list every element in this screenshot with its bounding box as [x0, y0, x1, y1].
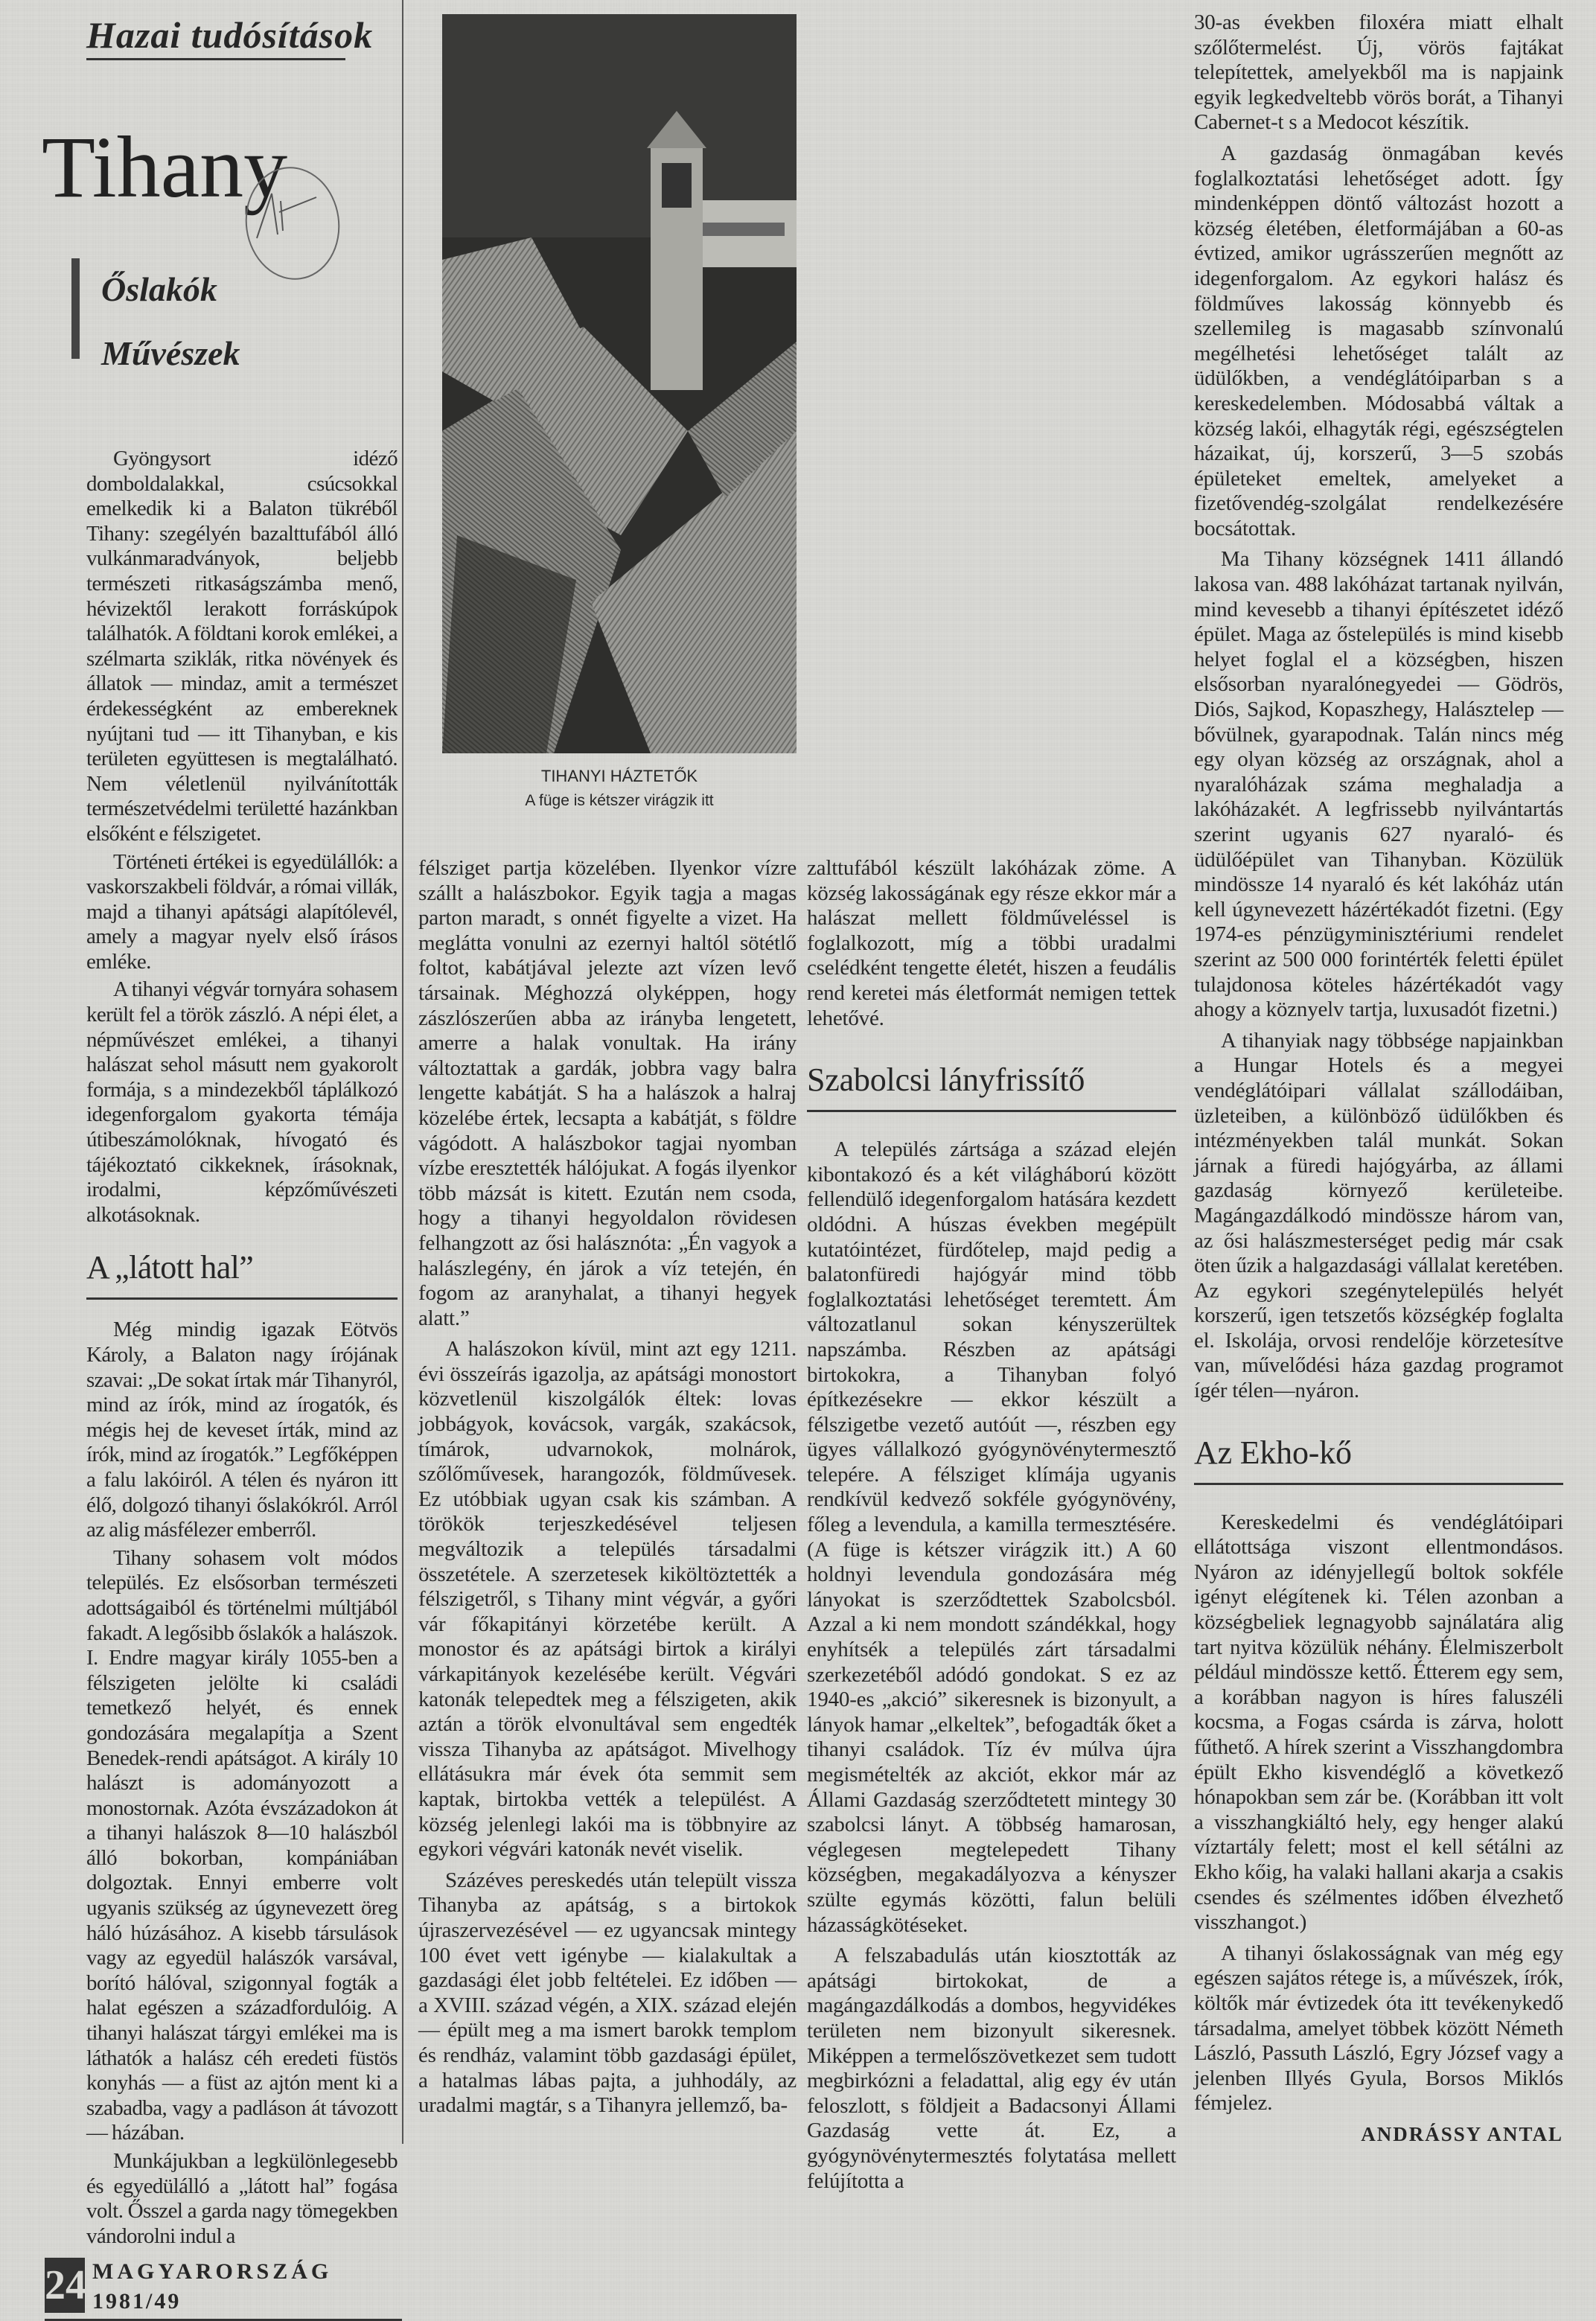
paragraph: A gazdaság önmagában kevés foglalkoztatási lehetőséget adott. Így mindenképpen döntő változást hozott a község életében, életformájában a 60-as évtized, amikor ugrásszerűen megnőtt az idegenforgalom. Az egykori halász és földműves lakosság könnyebb és szellemileg is magasabb színvonalú megélhetési lehetőséget talált az üdülőkben, a vendéglátóiparban s a kereskedelemben. Módosabbá váltak a község lakói, elhagyták régi, egészségtelen házaikat, új, korszerű, 3—5 szobás épületeket emeltek, amelyeket a fizetővendég-szolgálat rendelkezésére bocsátottak.: [1194, 141, 1563, 540]
photo-caption-text: A füge is kétszer virágzik itt: [525, 792, 714, 809]
subhead-bar: [71, 258, 80, 359]
paragraph: A halászokon kívül, mint azt egy 1211. évi összeírás igazolja, az apátsági monostort közvetlenül kiszolgálók éltek: lovas jobbágyok, kovácsok, vargák, szakácsok, tímárok, udvarnokok, molnárok, szőlőművesek, harangozók, földművesek. Ez utóbbiak ugyan csak kis számban. A törökök terjeszkedésével teljesen megváltozik a település társadalmi összetétele. A szerzetesek kiköltöztették a félszigetről, s Tihany mint végvár, a győri vár főkapitányi körzetébe került. A monostor és az apátsági birtok a királyi várkapitányok kezelésébe került. Végvári katonák telepedtek meg a félszigeten, akik aztán a török elvonultával sem engedték vissza Tihanyba az apátságot. Mivelhogy ellátásukra már évek óta semmit sem kaptak, birtokba vették a települést. A község jelenlegi lakói ma is többnyire az egykori végvári katonák nevét viselik.: [418, 1337, 797, 1862]
section-kicker: Hazai tudósítások: [86, 14, 374, 56]
section-heading-latott-hal: A „látott hal”: [86, 1248, 398, 1300]
kicker-rule: [86, 58, 345, 60]
paragraph: Gyöngysort idéző domboldalakkal, csúcsokkal emelkedik ki a Balaton tükréből Tihany: szegélyén bazalttufából álló vulkánmaradványok, beljebb természeti ritkaságszámba menő, hévizektől lerakott forráskúpok találhatók. A földtani korok emlékei, a szélmarta sziklák, ritka növények és állatok — mindaz, amit a természet érdekességként az embereknek nyújtani tud — itt Tihanyban, e kis területen együttesen is megtalálható. Nem véletlenül nyilvánították természetvédelmi területté hazánkban elsőként e félszigetet.: [86, 447, 398, 846]
paragraph: Munkájukban a legkülönlegesebb és egyedülálló a „látott hal” fogása volt. Ősszel a garda nagy tömegekben vándorolni indul a: [86, 2149, 398, 2248]
subhead-muveszek: Művészek: [101, 334, 240, 372]
publication-name: MAGYARORSZÁG: [92, 2259, 333, 2284]
article-title: Tihany: [42, 118, 288, 216]
paragraph: 30-as években filoxéra miatt elhalt szőlőtermelést. Új, vörös fajtákat telepítettek, amelyekből ma is napjaink egyik legkedveltebb vörös borát, a Tihanyi Cabernet-t s a Medocot készítik.: [1194, 10, 1563, 135]
paragraph: Kereskedelmi és vendéglátóipari ellátottsága viszont ellentmondásos. Nyáron az idényjellegű boltok sokféle igényt elégítenek ki. Télen azonban a községbeliek legnagyobb sajnálatára alig tart nyitva közülük néhány. Élelmiszerbolt például mindössze kettő. Étterem egy sem, a korábban nagyon is híres faluszéli kocsma, a Fogas csárda is zárva, holott fűthető. A hírek szerint a Visszhangdombra épült Ekho kisvendéglő a következő hónapokban sem zár be. (Korábban itt volt a visszhangkiáltó hely, egy henger alakú víztartály felett; most el kell sétálni az Ekho kőig, ha valaki hallani akarja a csakis csendes és szélmentes időben élvezhető visszhangot.): [1194, 1510, 1563, 1935]
handwritten-page-mark: [242, 164, 346, 283]
paragraph: félsziget partja közelében. Ilyenkor vízre szállt a halászbokor. Egyik tagja a magas parton maradt, s onnét figyelte a vizet. Ha meglátta vonulni az ezernyi haltól sötétlő foltot, kabátjával jelezte azt vízen levő társainak. Méghozzá olyképpen, hogy zászlószerűen abba az irányba lengetett, amerre a halak vonultak. Ha irány változtattak a gardák, jobbra vagy balra lengette kabátját. S ha a halászok a halraj közelébe értek, lecsapta a kabátját, s földre vágódott. A halászbokor tagjai nyomban vízbe eresztették hálójukat. A fogás ilyenkor több mázsát is kitett. Ezután nem csoda, hogy a tihanyi hegyoldalon rövidesen felhangzott az ősi halásznóta: „Én vagyok a halászlegény, én járok a víz tetején, én fogom az aranyhalat, a tihanyi hegyek alatt.”: [418, 856, 797, 1330]
photo-tihany-rooftops: [442, 14, 797, 753]
paragraph: A tihanyi végvár tornyára sohasem került fel a török zászló. A népi élet, a népművészet emlékei, a tihanyi halászat sehol másutt nem gyakorolt formája, s a mindezekből táplálkozó idegenforgalom gyakorta témája útibeszámolóknak, hívogató és tájékoztató cikkeknek, írásoknak, irodalmi, képzőművészeti alkotásoknak.: [86, 977, 398, 1227]
paragraph: zalttufából készült lakóházak zöme. A község lakosságának egy része ekkor már a halászat mellett földműveléssel is foglalkozott, míg a többi uradalmi cselédként tengette életét, hiszen a feudális rend keretei más életformát nemigen tettek lehetővé.: [807, 856, 1176, 1030]
column-4: [1194, 10, 1563, 2148]
issue-number: 1981/49: [92, 2289, 182, 2314]
paragraph: A település zártsága a század elején kibontakozó és a két világháború között fellendülő idegenforgalom hatására kezdett oldódni. A húszas években megépült kutatóintézet, fürdőtelep, majd pedig a balatonfüredi hajógyár mind több foglalkoztatási lehetőséget teremtett. Ám változatlanul sokan kényszerültek napszámba. Részben az apátsági birtokokra, a Tihanyban folyó építkezésekre — ekkor készült a félszigetbe vezető autóút —, részben egy ügyes vállalkozó gyógynövénytermesztő telepére. A félsziget klímája ugyanis rendkívül kedvező sokféle gyógynövény, főleg a levendula, a kamilla termesztésére. (A füge is kétszer virágzik itt.) A 60 holdnyi levendula gondozására még lányokat is szerződtettek Szabolcsból. Azzal a ki nem mondott szándékkal, hogy enyhítsék a település zárt társadalmi szerkezetéből adódó gondokat. S ez az 1940-es „akció” sikeresnek is bizonyult, a lányok hamar „elkeltek”, befogadták őket a tihanyi családok. Tíz év múlva újra megismételték az akciót, ekkor már az Állami Gazdaság szerződtetett mintegy 30 szabolcsi lányt. A többség hamarosan, véglegesen megtelepedett Tihany községben, megakadályozva a kényszer szülte egymás közötti, falun belüli házasságkötéseket.: [807, 1137, 1176, 1937]
paragraph: A tihanyiak nagy többsége napjainkban a Hungar Hotels és a megyei vendéglátóipari vállalat szállodáiban, üzleteiben, a különböző üdülőkben és intézményekben talál munkát. Sokan járnak a füredi hajógyárba, az állami gazdaság környező kerületeibe. Magángazdálkodó mindössze három van, az ősi halászmesterséget pedig már csak öten űzik a halgazdasági vállalat keretében. Az egykori szegénytelepülés helyét korszerű, igen tetszetős községkép foglalta el. Iskolája, orvosi rendelője körzetesítve van, művelődési háza gazdag programot ígér télen—nyáron.: [1194, 1028, 1563, 1403]
column-3: [807, 856, 1176, 2194]
column-2: [418, 856, 797, 2119]
paragraph: Százéves pereskedés után települt vissza Tihanyba az apátság, s a birtokok újraszervezésével — ez ugyancsak mintegy 100 évet vett igénybe — kialakultak a gazdasági élet jobb feltételei. Ez időben — a XVIII. század végén, a XIX. század elején — épült meg a ma ismert barokk templom és rendház, valamint több gazdasági épület, a hatalmas lábas pajta, a juhhodály, az uradalmi magtár, s a Tihanyra jellemző, ba-: [418, 1868, 797, 2118]
author-signature: ANDRÁSSY ANTAL: [1361, 2122, 1563, 2145]
column-divider: [402, 0, 403, 2144]
paragraph: Ma Tihany községnek 1411 állandó lakosa van. 488 lakóházat tartanak nyilván, mind kevesebb a tihanyi építészetet idéző épület. Maga az őstelepülés is mind kisebb helyet foglal el a községben, hiszen elsősorban nyaralónegyedei — Gödrös, Diós, Sajkod, Kopaszhegy, Halásztelep — bővülnek, gyarapodnak. Talán nincs még egy olyan község az országnak, ahol a nyaralóházak száma meghaladja a lakóházakét. A legfrissebb nyilvántartás szerint ugyanis 627 nyaraló- és üdülőépület van Tihanyban. Közülük mindössze 14 nyaraló és két lakóház után kell úgynevezett házértékadót fizetni. (Egy 1974-es pénzügyminisztériumi rendelet szerint az 500 000 forintérték feletti épület tulajdonosa köteles házértékadót vagy ahogy a köznyelv tartja, luxusadót fizetni.): [1194, 547, 1563, 1022]
paragraph: A tihanyi őslakosságnak van még egy egészen sajátos rétege is, a művészek, írók, költők már évtizedek óta itt tevékenykedő társadalma, amelyet többek között Németh László, Passuth László, Egry József vagy a jelenben Illyés Gyula, Borsos Miklós fémjelez.: [1194, 1941, 1563, 2116]
paragraph: Tihany sohasem volt módos település. Ez elsősorban természeti adottságaiból és történelmi múltjából fakadt. A legősibb őslakók a halászok. I. Endre magyar király 1055-ben a félszigeten jelölte ki családi temetkező helyét, és ennek gondozására megalapítja a Szent Benedek-rendi apátságot. A király 10 halászt is adományozott a monostornak. Azóta évszázadokon át a tihanyi halászok 8—10 halászból álló bokorban, kompániában dolgoztak. Ennyi emberre volt ugyanis szükség az úgynevezett öreg háló húzásához. A kisebb társulások vagy az egyedül halászók varsával, borító hálóval, szigonnyal fogták a halat egészen a századfordulóig. A tihanyi halászat tárgyi emlékei ma is láthatók a halász céh eredeti füstös konyhás — a füst az ajtón ment ki a szabadba, vagy a padláson át távozott — házában.: [86, 1545, 398, 2145]
section-heading-szabolcsi: Szabolcsi lányfrissítő: [807, 1061, 1176, 1112]
page-number: 24: [45, 2258, 85, 2313]
section-heading-ekho-ko: Az Ekho-kő: [1194, 1434, 1563, 1485]
photo-caption-title: TIHANYI HÁZTETŐK: [540, 767, 698, 785]
paragraph: A felszabadulás után kiosztották az apátsági birtokokat, de a magángazdálkodás a dombos, hegyvidékes területen nem bizonyult sikeresnek. Miképpen a termelőszövetkezet sem tudott megbirkózni a feladattal, alig egy év után feloszlott, s földjeit a Badacsonyi Állami Gazdaság vette át. Ez, a gyógynövénytermesztés folytatása mellett felújította a: [807, 1944, 1176, 2193]
subhead-oslakok: Őslakók: [101, 270, 217, 308]
column-1: [86, 447, 398, 2249]
paragraph: Még mindig igazak Eötvös Károly, a Balaton nagy írójának szavai: „De sokat írtak már Tihanyról, mind az írók, mind az írogatók, és mégis hej de keveset írták, mind az írók, mind az írogatók.” Legfőképpen a falu lakóiról. A télen és nyáron itt élő, dolgozó tihanyi őslakókról. Arról az alig másfélezer emberről.: [86, 1318, 398, 1542]
paragraph: Történeti értékei is egyedülállók: a vaskorszakbeli földvár, a római villák, majd a tihanyi apátsági alapítólevél, amely a magyar nyelv első írásos emléke.: [86, 849, 398, 974]
